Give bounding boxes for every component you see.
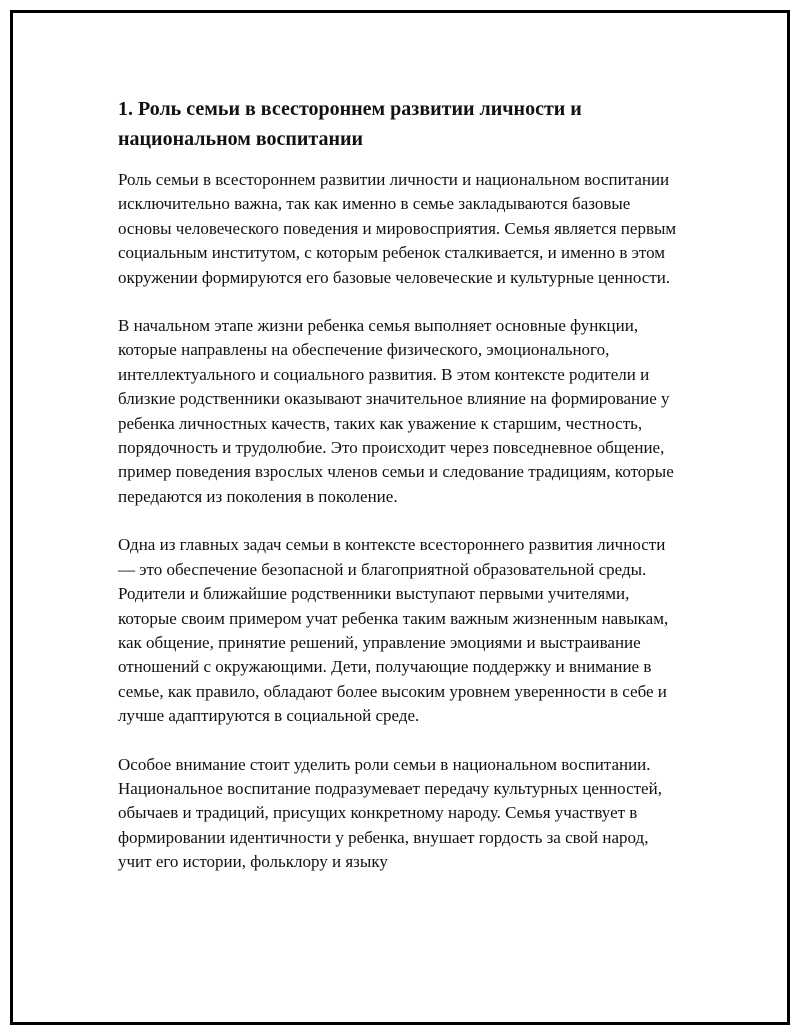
paragraph-2: В начальном этапе жизни ребенка семья выполняет основные функции, которые направлены на обеспечение физического, эмоционального, интеллектуального и социального развития. В этом контексте родители и близкие родственники оказывают значительное влияние на формирование у ребенка личностных качеств, таких как уважение к старшим, честность, порядочность и трудолюбие. Это происходит через повседневное общение, пример поведения взрослых членов семьи и следование традициям, которые передаются из поколения в поколение. xyxy=(118,316,674,506)
paragraph-3: Одна из главных задач семьи в контексте всестороннего развития личности — это обеспечение безопасной и благоприятной образовательной среды. Родители и ближайшие родственники выступают первыми учителями, которые своим примером учат ребенка таким важным жизненным навыкам, как общение, принятие решений, управление эмоциями и выстраивание отношений с окружающими. Дети, получающие поддержку и внимание в семье, как правило, обладают более высоким уровнем уверенности в себе и лучше адаптируются в социальной среде. xyxy=(118,535,669,726)
section-heading: 1. Роль семьи в всестороннем развитии личности и национальном воспитании xyxy=(118,98,582,150)
document-body xyxy=(118,94,684,899)
paragraph-4: Особое внимание стоит уделить роли семьи в национальном воспитании. Национальное воспитание подразумевает передачу культурных ценностей, обычаев и традиций, присущих конкретному народу. Семья участвует в формировании идентичности у ребенка, внушает гордость за свой народ, учит его истории, фольклору и языку xyxy=(118,754,662,872)
paragraph-1: Роль семьи в всестороннем развитии личности и национальном воспитании исключительно важна, так как именно в семье закладываются базовые основы человеческого поведения и мировосприятия. Семья является первым социальным институтом, с которым ребенок сталкивается, и именно в этом окружении формируются его базовые человеческие и культурные ценности. xyxy=(118,170,677,287)
